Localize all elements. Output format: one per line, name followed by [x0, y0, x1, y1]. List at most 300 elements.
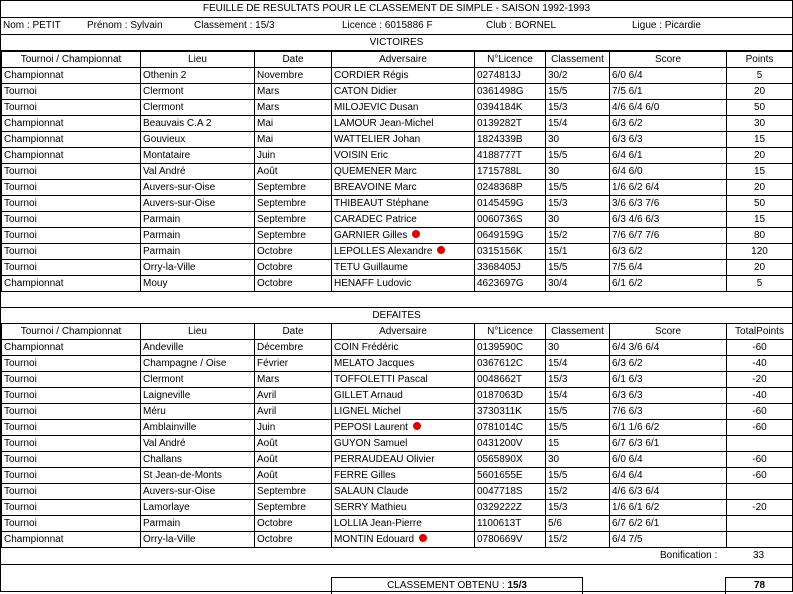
table-cell: [727, 452, 793, 468]
cell-text: Tournoi: [4, 437, 37, 449]
table-cell: [332, 372, 475, 388]
player-name: Nom : PETIT: [3, 20, 61, 31]
cell-text: Décembre: [257, 341, 304, 353]
cell-text: 0394184K: [477, 101, 523, 113]
table-cell: [475, 196, 546, 212]
table-cell: [610, 244, 727, 260]
table-cell: [332, 340, 475, 356]
cell-text: -40: [752, 389, 767, 401]
table-cell: [255, 356, 332, 372]
cell-text: -20: [752, 501, 767, 513]
table-cell: [332, 260, 475, 276]
cell-text: Août: [257, 165, 278, 177]
table-cell: [546, 244, 610, 260]
cell-text: 1/6 6/1 6/2: [612, 501, 660, 513]
table-cell: [332, 532, 475, 548]
cell-text: 15/2: [548, 485, 568, 497]
cell-text: 15/3: [548, 197, 568, 209]
cell-text: 15/1: [548, 245, 568, 257]
table-cell: [255, 484, 332, 500]
cell-text: THIBEAUT Stéphane: [334, 197, 429, 209]
cell-text: Septembre: [257, 229, 306, 241]
column-header: Tournoi / Championnat: [2, 324, 141, 340]
cell-text: 15: [753, 133, 766, 145]
cell-text: 6/3 6/3: [612, 389, 643, 401]
column-header: Tournoi / Championnat: [2, 52, 141, 68]
cell-text: 6/1 1/6 6/2: [612, 421, 660, 433]
table-cell: [475, 468, 546, 484]
cell-text: 80: [753, 229, 766, 241]
table-cell: [332, 436, 475, 452]
cell-text: 6/3 4/6 6/3: [612, 213, 660, 225]
player-club: Club : BORNEL: [486, 20, 557, 31]
table-cell: [727, 148, 793, 164]
red-dot-marker: [412, 230, 420, 238]
table-cell: [475, 500, 546, 516]
defaites-table: [1, 323, 793, 548]
table-cell: [141, 100, 255, 116]
table-cell: [2, 532, 141, 548]
cell-text: Challans: [143, 453, 182, 465]
classement-obtenu-box: [331, 577, 583, 594]
table-cell: [255, 516, 332, 532]
cell-text: 15: [753, 165, 766, 177]
cell-text: Tournoi: [4, 101, 37, 113]
cell-text: Septembre: [257, 485, 306, 497]
table-cell: [546, 356, 610, 372]
table-cell: [610, 420, 727, 436]
column-header: TotalPoints: [727, 324, 793, 340]
table-cell: [475, 228, 546, 244]
cell-text: 0187063D: [477, 389, 524, 401]
cell-text: CATON Didier: [334, 85, 397, 97]
table-cell: [610, 164, 727, 180]
cell-text: Clermont: [143, 373, 184, 385]
table-cell: [475, 244, 546, 260]
cell-text: 6/1 6/2: [612, 277, 643, 289]
table-cell: [2, 484, 141, 500]
cell-text: -60: [752, 421, 767, 433]
table-row: [2, 468, 793, 484]
cell-text: 30: [548, 453, 560, 465]
cell-text: 15/3: [548, 501, 568, 513]
cell-text: Tournoi: [4, 213, 37, 225]
table-cell: [727, 532, 793, 548]
table-cell: [141, 468, 255, 484]
table-cell: [610, 532, 727, 548]
table-row: [2, 372, 793, 388]
table-cell: [475, 148, 546, 164]
table-cell: [546, 84, 610, 100]
cell-text: Tournoi: [4, 85, 37, 97]
table-cell: [141, 484, 255, 500]
table-cell: [141, 276, 255, 292]
table-cell: [727, 196, 793, 212]
cell-text: Septembre: [257, 197, 306, 209]
cell-text: Avril: [257, 405, 277, 417]
cell-text: 0431200V: [477, 437, 523, 449]
cell-text: 0048662T: [477, 373, 523, 385]
cell-text: CARADEC Patrice: [334, 213, 417, 225]
cell-text: 15/5: [548, 405, 568, 417]
cell-text: Tournoi: [4, 453, 37, 465]
table-cell: [255, 260, 332, 276]
table-cell: [546, 452, 610, 468]
bonification-label: Bonification :: [660, 550, 718, 561]
table-cell: [475, 436, 546, 452]
table-cell: [610, 132, 727, 148]
table-cell: [610, 452, 727, 468]
cell-text: 20: [753, 149, 766, 161]
sheet-title: FEUILLE DE RESULTATS POUR LE CLASSEMENT DE SIMPLE - SAISON 1992-1993: [1, 1, 792, 18]
table-cell: [141, 132, 255, 148]
cell-text: 5601655E: [477, 469, 523, 481]
table-cell: [546, 468, 610, 484]
cell-text: Tournoi: [4, 421, 37, 433]
table-cell: [475, 356, 546, 372]
cell-text: Championnat: [4, 149, 64, 161]
cell-text: 15/4: [548, 357, 568, 369]
red-dot-marker: [437, 246, 445, 254]
cell-text: Laigneville: [143, 389, 191, 401]
cell-text: Mai: [257, 133, 274, 145]
table-cell: [610, 180, 727, 196]
cell-text: 1715788L: [477, 165, 522, 177]
cell-text: 6/4 3/6 6/4: [612, 341, 660, 353]
cell-text: MELATO Jacques: [334, 357, 415, 369]
table-cell: [610, 356, 727, 372]
table-cell: [141, 500, 255, 516]
cell-text: Tournoi: [4, 261, 37, 273]
cell-text: 6/7 6/3 6/1: [612, 437, 660, 449]
cell-text: Tournoi: [4, 485, 37, 497]
table-cell: [255, 116, 332, 132]
table-cell: [475, 404, 546, 420]
table-cell: [546, 116, 610, 132]
table-cell: [2, 388, 141, 404]
table-cell: [2, 132, 141, 148]
cell-text: Septembre: [257, 501, 306, 513]
cell-text: 6/1 6/3: [612, 373, 643, 385]
table-cell: [727, 180, 793, 196]
table-cell: [546, 132, 610, 148]
cell-text: Amblainville: [143, 421, 197, 433]
cell-text: 4/6 6/4 6/0: [612, 101, 660, 113]
cell-text: 0047718S: [477, 485, 523, 497]
cell-text: 6/0 6/4: [612, 69, 643, 81]
table-row: [2, 404, 793, 420]
cell-text: Andeville: [143, 341, 184, 353]
table-row: [2, 196, 793, 212]
player-licence: Licence : 6015886 F: [342, 20, 433, 31]
table-cell: [727, 212, 793, 228]
table-cell: [141, 196, 255, 212]
table-cell: [610, 340, 727, 356]
table-cell: [255, 468, 332, 484]
cell-text: 0361498G: [477, 85, 524, 97]
cell-text: Championnat: [4, 133, 64, 145]
cell-text: Tournoi: [4, 405, 37, 417]
cell-text: 50: [753, 197, 766, 209]
cell-text: Clermont: [143, 85, 184, 97]
table-cell: [332, 228, 475, 244]
table-cell: [141, 228, 255, 244]
cell-text: 0060736S: [477, 213, 523, 225]
table-cell: [332, 100, 475, 116]
table-cell: [727, 260, 793, 276]
cell-text: -60: [752, 453, 767, 465]
cell-text: COIN Frédéric: [334, 341, 399, 353]
victoires-title: VICTOIRES: [1, 35, 792, 51]
table-row: [2, 116, 793, 132]
table-cell: [727, 484, 793, 500]
cell-text: Octobre: [257, 517, 293, 529]
table-cell: [546, 436, 610, 452]
table-cell: [332, 484, 475, 500]
cell-text: Mai: [257, 117, 274, 129]
table-cell: [2, 404, 141, 420]
table-cell: [255, 276, 332, 292]
cell-text: 120: [751, 245, 768, 257]
bonification-value: 33: [753, 550, 765, 561]
table-cell: [727, 68, 793, 84]
cell-text: 6/3 6/2: [612, 245, 643, 257]
cell-text: LIGNEL Michel: [334, 405, 401, 417]
table-cell: [2, 420, 141, 436]
cell-text: Octobre: [257, 245, 293, 257]
table-cell: [332, 132, 475, 148]
table-cell: [727, 132, 793, 148]
table-cell: [255, 228, 332, 244]
cell-text: Championnat: [4, 117, 64, 129]
table-row: [2, 180, 793, 196]
cell-text: 6/4 6/4: [612, 469, 643, 481]
table-row: [2, 420, 793, 436]
table-cell: [141, 372, 255, 388]
cell-text: 20: [753, 261, 766, 273]
cell-text: Gouvieux: [143, 133, 186, 145]
cell-text: 15: [753, 213, 766, 225]
column-header: Score: [610, 324, 727, 340]
table-cell: [332, 388, 475, 404]
table-row: [2, 500, 793, 516]
cell-text: 1824339B: [477, 133, 523, 145]
cell-text: Beauvais C.A 2: [143, 117, 212, 129]
table-cell: [255, 372, 332, 388]
cell-text: 0274813J: [477, 69, 521, 81]
player-ranking: Classement : 15/3: [194, 20, 275, 31]
cell-text: Novembre: [257, 69, 304, 81]
table-cell: [2, 84, 141, 100]
table-cell: [332, 196, 475, 212]
table-cell: [610, 500, 727, 516]
table-cell: [141, 356, 255, 372]
cell-text: 15/5: [548, 85, 568, 97]
cell-text: 5: [756, 277, 763, 289]
table-cell: [546, 372, 610, 388]
table-cell: [2, 148, 141, 164]
table-cell: [141, 244, 255, 260]
cell-text: GUYON Samuel: [334, 437, 408, 449]
table-cell: [332, 404, 475, 420]
cell-text: 50: [753, 101, 766, 113]
table-cell: [255, 100, 332, 116]
table-cell: [332, 164, 475, 180]
table-cell: [475, 340, 546, 356]
cell-text: 4/6 6/3 6/4: [612, 485, 660, 497]
column-header: Date: [255, 52, 332, 68]
column-header: N°Licence: [475, 324, 546, 340]
cell-text: Juin: [257, 421, 276, 433]
cell-text: 30/4: [548, 277, 568, 289]
table-row: [2, 452, 793, 468]
table-cell: [546, 388, 610, 404]
cell-text: 7/5 6/4: [612, 261, 643, 273]
cell-text: Mars: [257, 85, 280, 97]
table-cell: [475, 532, 546, 548]
cell-text: Mars: [257, 373, 280, 385]
table-cell: [727, 388, 793, 404]
cell-text: 15/3: [548, 101, 568, 113]
cell-text: Champagne / Oise: [143, 357, 227, 369]
cell-text: 15/2: [548, 229, 568, 241]
cell-text: 15/5: [548, 421, 568, 433]
cell-text: Septembre: [257, 213, 306, 225]
table-row: [2, 484, 793, 500]
table-row: [2, 532, 793, 548]
table-cell: [546, 164, 610, 180]
cell-text: 15/3: [548, 373, 568, 385]
cell-text: Octobre: [257, 261, 293, 273]
table-cell: [255, 404, 332, 420]
cell-text: Février: [257, 357, 289, 369]
cell-text: Parmain: [143, 213, 181, 225]
cell-text: 1/6 6/2 6/4: [612, 181, 660, 193]
cell-text: 0145459G: [477, 197, 524, 209]
cell-text: 30: [548, 133, 560, 145]
cell-text: LEPOLLES Alexandre: [334, 245, 433, 257]
defaites-title: DEFAITES: [1, 307, 792, 324]
red-dot-marker: [419, 534, 427, 542]
cell-text: 30: [548, 165, 560, 177]
table-cell: [610, 484, 727, 500]
cell-text: LAMOUR Jean-Michel: [334, 117, 434, 129]
table-cell: [255, 148, 332, 164]
cell-text: Clermont: [143, 101, 184, 113]
cell-text: 15/5: [548, 181, 568, 193]
table-cell: [610, 196, 727, 212]
table-cell: [475, 180, 546, 196]
cell-text: Août: [257, 469, 278, 481]
column-header: Adversaire: [332, 52, 475, 68]
table-cell: [141, 116, 255, 132]
table-cell: [546, 420, 610, 436]
table-cell: [546, 260, 610, 276]
cell-text: 6/0 6/4: [612, 453, 643, 465]
cell-text: Octobre: [257, 277, 293, 289]
cell-text: St Jean-de-Monts: [143, 469, 222, 481]
cell-text: Mouy: [143, 277, 168, 289]
table-row: [2, 132, 793, 148]
table-cell: [727, 436, 793, 452]
table-cell: [332, 68, 475, 84]
cell-text: 6/4 6/0: [612, 165, 643, 177]
cell-text: Avril: [257, 389, 277, 401]
cell-text: -60: [752, 469, 767, 481]
table-cell: [2, 260, 141, 276]
cell-text: BREAVOINE Marc: [334, 181, 417, 193]
table-cell: [546, 68, 610, 84]
cell-text: Championnat: [4, 533, 64, 545]
cell-text: 6/3 6/3: [612, 133, 643, 145]
cell-text: SERRY Mathieu: [334, 501, 407, 513]
table-cell: [332, 244, 475, 260]
table-cell: [546, 100, 610, 116]
table-cell: [255, 500, 332, 516]
cell-text: -20: [752, 373, 767, 385]
table-cell: [475, 68, 546, 84]
table-cell: [141, 436, 255, 452]
cell-text: TETU Guillaume: [334, 261, 408, 273]
cell-text: Championnat: [4, 69, 64, 81]
table-cell: [332, 276, 475, 292]
table-row: [2, 388, 793, 404]
column-header: Score: [610, 52, 727, 68]
table-cell: [727, 84, 793, 100]
cell-text: VOISIN Eric: [334, 149, 388, 161]
table-cell: [255, 196, 332, 212]
cell-text: -60: [752, 405, 767, 417]
classement-obtenu-value: 15/3: [507, 580, 527, 591]
table-cell: [610, 404, 727, 420]
table-cell: [255, 84, 332, 100]
table-row: [2, 100, 793, 116]
cell-text: PERRAUDEAU Olivier: [334, 453, 435, 465]
table-row: [2, 68, 793, 84]
table-row: [2, 260, 793, 276]
table-cell: [546, 276, 610, 292]
table-cell: [332, 468, 475, 484]
table-cell: [546, 196, 610, 212]
table-cell: [2, 340, 141, 356]
table-cell: [2, 372, 141, 388]
table-row: [2, 84, 793, 100]
table-cell: [727, 340, 793, 356]
table-cell: [727, 356, 793, 372]
red-dot-marker: [413, 422, 421, 430]
table-cell: [255, 452, 332, 468]
table-cell: [255, 420, 332, 436]
column-header: Lieu: [141, 52, 255, 68]
cell-text: TOFFOLETTI Pascal: [334, 373, 428, 385]
table-cell: [475, 100, 546, 116]
footer-divider: [1, 564, 792, 565]
table-cell: [332, 420, 475, 436]
table-cell: [475, 484, 546, 500]
table-row: [2, 340, 793, 356]
table-cell: [727, 372, 793, 388]
table-cell: [332, 356, 475, 372]
cell-text: Parmain: [143, 517, 181, 529]
cell-text: SALAUN Claude: [334, 485, 409, 497]
cell-text: Parmain: [143, 229, 181, 241]
cell-text: 3730311K: [477, 405, 522, 417]
cell-text: HENAFF Ludovic: [334, 277, 412, 289]
table-cell: [610, 84, 727, 100]
table-cell: [475, 212, 546, 228]
table-cell: [546, 532, 610, 548]
cell-text: Othenin 2: [143, 69, 187, 81]
